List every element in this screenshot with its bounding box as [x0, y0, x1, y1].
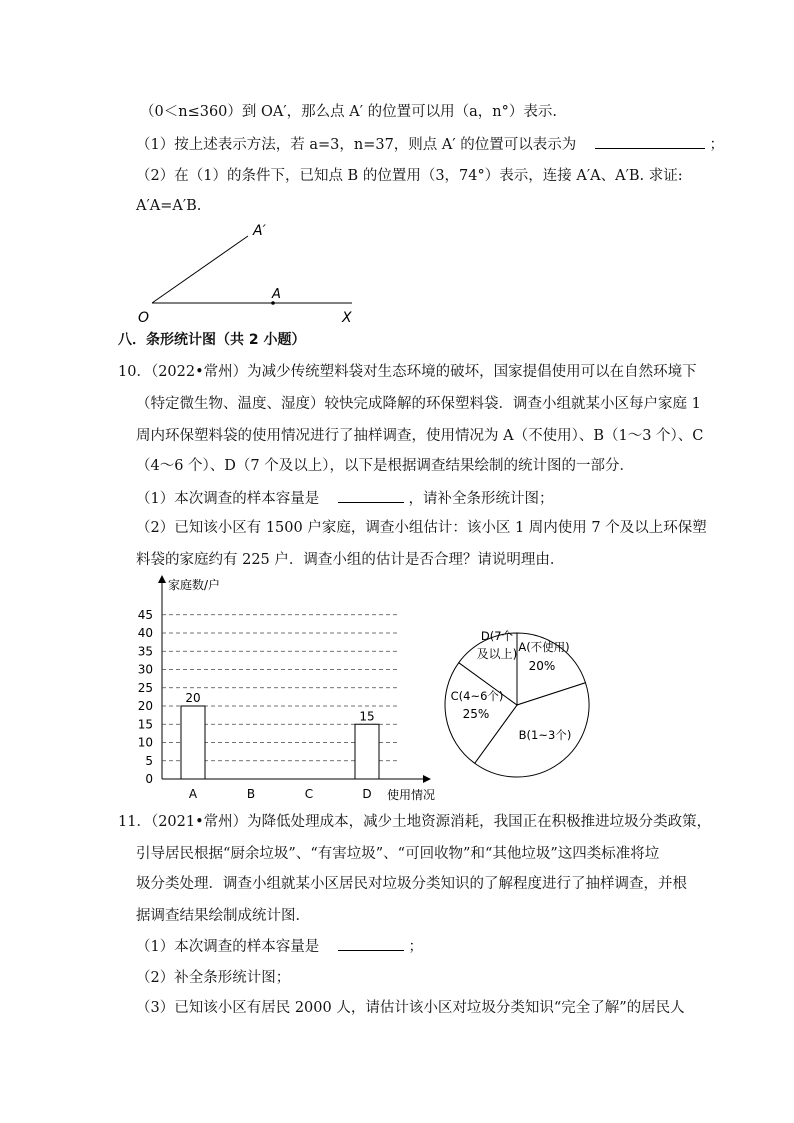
pie-label: B(1~3个)	[518, 728, 572, 742]
answer-blank	[338, 488, 404, 503]
y-tick-label: 5	[145, 753, 153, 768]
y-tick-label: 30	[137, 662, 153, 677]
text-line: 周内环保塑料袋的使用情况进行了抽样调查，使用情况为 A（不使用）、B（1～3 个）、C	[136, 428, 704, 444]
text-line: （3）已知该小区有居民 2000 人，请估计该小区对垃圾分类知识“完全了解”的居民人	[136, 1000, 685, 1016]
y-tick-label: 25	[137, 680, 153, 695]
text-line: 引导居民根据“厨余垃圾”、“有害垃圾”、“可回收物”和“其他垃圾”这四类标准将垃	[136, 846, 660, 862]
pie-label: 25%	[462, 707, 490, 721]
pie-label: C(4~6个)	[450, 689, 504, 703]
bar-D	[355, 724, 379, 779]
text-line: （2）在（1）的条件下，已知点 B 的位置用（3，74°）表示，连接 A′A、A′B. 求证:	[136, 168, 683, 184]
y-tick-label: 20	[137, 699, 153, 713]
y-tick-label: 0	[145, 772, 153, 786]
text-line: 圾分类处理．调查小组就某小区居民对垃圾分类知识的了解程度进行了抽样调查，并根	[136, 876, 687, 892]
text-line: 10．（2022•常州）为减少传统塑料袋对生态环境的破坏，国家提倡使用可以在自然环境下	[118, 364, 697, 380]
label-X: X	[342, 310, 352, 326]
text-line: （2）已知该小区有 1500 户家庭，调查小组估计：该小区 1 周内使用 7 个及以上环保塑	[136, 520, 707, 536]
text-line: 11．（2021•常州）为降低处理成本，减少土地资源消耗，我国正在积极推进垃圾分类政策，	[118, 814, 712, 830]
y-tick-label: 10	[137, 735, 153, 750]
text-line: 料袋的家庭约有 225 户．调查小组的估计是否合理？请说明理由．	[136, 552, 565, 568]
y-axis-label: 家庭数/户	[168, 578, 221, 592]
pie-label: A(不使用)	[518, 640, 570, 654]
pie-label: D(7个	[480, 629, 514, 643]
text-line: 据调查结果绘制成统计图．	[136, 908, 310, 924]
x-tick-label: D	[362, 787, 372, 801]
y-tick-label: 35	[137, 644, 153, 659]
ray-OA-prime	[152, 236, 248, 303]
bar-chart	[135, 573, 440, 803]
label-A-prime: A′	[253, 223, 266, 239]
x-tick-label: B	[246, 787, 256, 801]
question-text: ；	[408, 939, 423, 955]
bar-data-label: 15	[359, 709, 375, 724]
text-line	[136, 134, 724, 155]
angle-figure	[130, 215, 370, 330]
question-text: （1）按上述表示方法，若 a=3，n=37，则点 A′ 的位置可以表示为	[136, 137, 577, 153]
x-axis-label: 使用情况	[387, 788, 436, 802]
question-text: ，请补全条形统计图；	[408, 491, 554, 507]
pie-label: 及以上)	[476, 647, 518, 661]
bar-A	[181, 706, 205, 779]
text-line: （2）补全条形统计图；	[136, 970, 291, 986]
label-O: O	[138, 310, 150, 326]
answer-blank	[595, 134, 705, 149]
y-tick-label: 15	[137, 717, 153, 732]
bar-data-label: 20	[185, 691, 201, 705]
label-A: A	[272, 287, 281, 302]
y-tick-label: 40	[137, 626, 153, 640]
text-line: （特定微生物、温度、湿度）较快完成降解的环保塑料袋．调查小组就某小区每户家庭 1	[136, 396, 701, 412]
x-tick-label: A	[188, 787, 198, 801]
text-line: （0＜n≤360）到 OA′，那么点 A′ 的位置可以用（a，n°）表示.	[140, 104, 557, 120]
x-tick-label: C	[304, 787, 314, 801]
question-text: ；	[709, 137, 724, 153]
text-line: A′A=A′B.	[136, 198, 202, 214]
question-text: （1）本次调查的样本容量是	[136, 491, 320, 507]
section-heading: 八．条形统计图（共 2 小题）	[118, 332, 306, 348]
text-line	[136, 488, 553, 509]
question-text: （1）本次调查的样本容量是	[136, 939, 320, 955]
pie-chart	[440, 618, 600, 798]
pie-label: 20%	[528, 659, 556, 673]
text-line: （4～6 个）、D（7 个及以上），以下是根据调查结果绘制的统计图的一部分．	[136, 458, 635, 474]
y-tick-label: 45	[137, 607, 153, 622]
answer-blank	[338, 936, 404, 951]
text-line	[136, 936, 423, 957]
